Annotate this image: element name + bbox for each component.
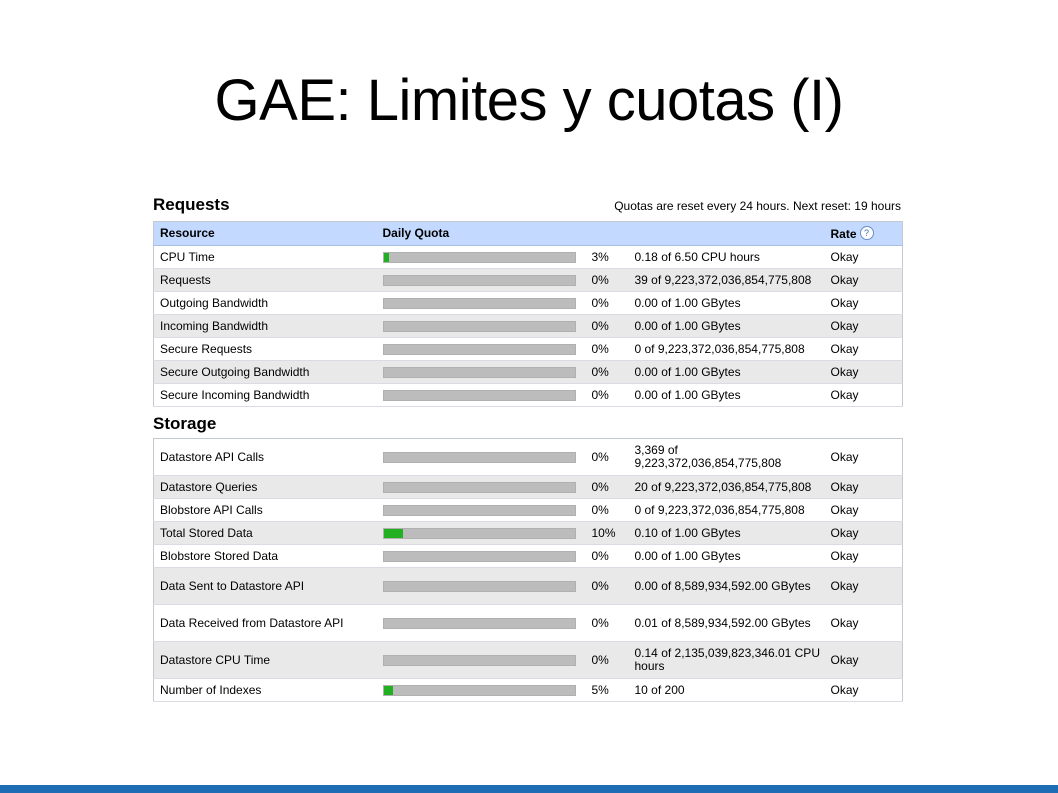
quota-bar-cell <box>377 269 586 292</box>
quota-percent: 0% <box>586 269 629 292</box>
table-row <box>154 246 903 269</box>
resource-name: Secure Outgoing Bandwidth <box>154 361 377 384</box>
storage-quota-table <box>153 438 903 702</box>
resource-name: Requests <box>154 269 377 292</box>
rate-status: Okay <box>825 246 903 269</box>
quota-progress-bar <box>383 321 576 332</box>
quota-usage: 0.00 of 8,589,934,592.00 GBytes <box>629 568 825 605</box>
quota-usage: 0 of 9,223,372,036,854,775,808 <box>629 338 825 361</box>
rate-status: Okay <box>825 545 903 568</box>
slide-footer-bar <box>0 785 1058 793</box>
quota-usage: 0.18 of 6.50 CPU hours <box>629 246 825 269</box>
quota-progress-bar <box>383 252 576 263</box>
quota-bar-cell <box>377 361 586 384</box>
table-row <box>154 338 903 361</box>
quota-percent: 0% <box>586 476 629 499</box>
requests-quota-table <box>153 221 903 407</box>
table-row <box>154 292 903 315</box>
quota-percent: 3% <box>586 246 629 269</box>
quota-progress-bar <box>383 298 576 309</box>
rate-status: Okay <box>825 315 903 338</box>
quota-percent: 0% <box>586 642 629 679</box>
quota-bar-cell <box>377 292 586 315</box>
quota-percent: 0% <box>586 384 629 407</box>
resource-name: Number of Indexes <box>154 679 377 702</box>
quota-usage: 0.00 of 1.00 GBytes <box>629 384 825 407</box>
quota-progress-fill <box>384 686 394 695</box>
requests-section-header <box>153 194 901 220</box>
table-row <box>154 605 903 642</box>
resource-name: CPU Time <box>154 246 377 269</box>
quota-progress-bar <box>383 344 576 355</box>
requests-section-title: Requests <box>153 195 230 214</box>
quota-progress-fill <box>384 529 403 538</box>
quota-percent: 0% <box>586 499 629 522</box>
rate-status: Okay <box>825 361 903 384</box>
table-row <box>154 269 903 292</box>
quota-bar-cell <box>377 642 586 679</box>
table-row <box>154 384 903 407</box>
quota-percent: 0% <box>586 439 629 476</box>
quota-usage: 3,369 of 9,223,372,036,854,775,808 <box>629 439 825 476</box>
column-header-rate <box>825 222 903 246</box>
table-row <box>154 545 903 568</box>
quota-progress-bar <box>383 367 576 378</box>
resource-name: Data Received from Datastore API <box>154 605 377 642</box>
quota-bar-cell <box>377 605 586 642</box>
quota-percent: 0% <box>586 568 629 605</box>
quota-usage: 0.00 of 1.00 GBytes <box>629 361 825 384</box>
slide-title: GAE: Limites y cuotas (I) <box>214 68 844 133</box>
quota-bar-cell <box>377 499 586 522</box>
quota-usage: 0 of 9,223,372,036,854,775,808 <box>629 499 825 522</box>
resource-name: Incoming Bandwidth <box>154 315 377 338</box>
quota-percent: 5% <box>586 679 629 702</box>
storage-section-title: Storage <box>153 414 217 433</box>
quota-bar-cell <box>377 679 586 702</box>
resource-name: Secure Requests <box>154 338 377 361</box>
rate-status: Okay <box>825 384 903 407</box>
resource-name: Datastore CPU Time <box>154 642 377 679</box>
quota-bar-cell <box>377 384 586 407</box>
quota-usage: 0.00 of 1.00 GBytes <box>629 292 825 315</box>
resource-name: Datastore Queries <box>154 476 377 499</box>
quota-usage: 39 of 9,223,372,036,854,775,808 <box>629 269 825 292</box>
table-row <box>154 642 903 679</box>
resource-name: Outgoing Bandwidth <box>154 292 377 315</box>
resource-name: Secure Incoming Bandwidth <box>154 384 377 407</box>
rate-status: Okay <box>825 522 903 545</box>
quota-bar-cell <box>377 568 586 605</box>
quota-usage: 10 of 200 <box>629 679 825 702</box>
table-row <box>154 476 903 499</box>
table-row <box>154 361 903 384</box>
quota-progress-fill <box>384 253 390 262</box>
rate-status: Okay <box>825 269 903 292</box>
resource-name: Data Sent to Datastore API <box>154 568 377 605</box>
quota-progress-bar <box>383 655 576 666</box>
rate-header-label: Rate <box>830 227 857 241</box>
quota-progress-bar <box>383 275 576 286</box>
table-row <box>154 679 903 702</box>
quota-percent: 0% <box>586 605 629 642</box>
quota-usage: 0.00 of 1.00 GBytes <box>629 315 825 338</box>
quota-usage: 20 of 9,223,372,036,854,775,808 <box>629 476 825 499</box>
table-row <box>154 522 903 545</box>
quota-progress-bar <box>383 581 576 592</box>
quota-bar-cell <box>377 439 586 476</box>
quota-percent: 0% <box>586 315 629 338</box>
table-row <box>154 568 903 605</box>
quota-bar-cell <box>377 246 586 269</box>
resource-name: Blobstore API Calls <box>154 499 377 522</box>
table-row <box>154 315 903 338</box>
quota-progress-bar <box>383 482 576 493</box>
table-row <box>154 499 903 522</box>
quota-percent: 0% <box>586 292 629 315</box>
table-row <box>154 439 903 476</box>
rate-status: Okay <box>825 679 903 702</box>
quota-bar-cell <box>377 476 586 499</box>
quota-bar-cell <box>377 545 586 568</box>
resource-name: Total Stored Data <box>154 522 377 545</box>
rate-status: Okay <box>825 499 903 522</box>
quota-usage: 0.14 of 2,135,039,823,346.01 CPU hours <box>629 642 825 679</box>
quota-progress-bar <box>383 551 576 562</box>
quota-percent: 0% <box>586 338 629 361</box>
column-header-resource: Resource <box>154 222 377 246</box>
help-icon[interactable]: ? <box>860 226 874 240</box>
resource-name: Blobstore Stored Data <box>154 545 377 568</box>
rate-status: Okay <box>825 605 903 642</box>
quota-percent: 10% <box>586 522 629 545</box>
quota-progress-bar <box>383 390 576 401</box>
rate-status: Okay <box>825 476 903 499</box>
quota-progress-bar <box>383 505 576 516</box>
column-header-daily-quota: Daily Quota <box>377 222 586 246</box>
quota-bar-cell <box>377 315 586 338</box>
quota-progress-bar <box>383 528 576 539</box>
quota-progress-bar <box>383 685 576 696</box>
rate-status: Okay <box>825 439 903 476</box>
quota-progress-bar <box>383 452 576 463</box>
rate-status: Okay <box>825 338 903 361</box>
quota-usage: 0.00 of 1.00 GBytes <box>629 545 825 568</box>
rate-status: Okay <box>825 642 903 679</box>
quota-percent: 0% <box>586 361 629 384</box>
quota-percent: 0% <box>586 545 629 568</box>
quota-usage: 0.01 of 8,589,934,592.00 GBytes <box>629 605 825 642</box>
quota-progress-bar <box>383 618 576 629</box>
quota-bar-cell <box>377 338 586 361</box>
rate-status: Okay <box>825 568 903 605</box>
quota-bar-cell <box>377 522 586 545</box>
storage-section-header <box>153 413 901 439</box>
rate-status: Okay <box>825 292 903 315</box>
resource-name: Datastore API Calls <box>154 439 377 476</box>
quota-usage: 0.10 of 1.00 GBytes <box>629 522 825 545</box>
quota-reset-note: Quotas are reset every 24 hours. Next reset: 19 hours <box>614 199 901 213</box>
